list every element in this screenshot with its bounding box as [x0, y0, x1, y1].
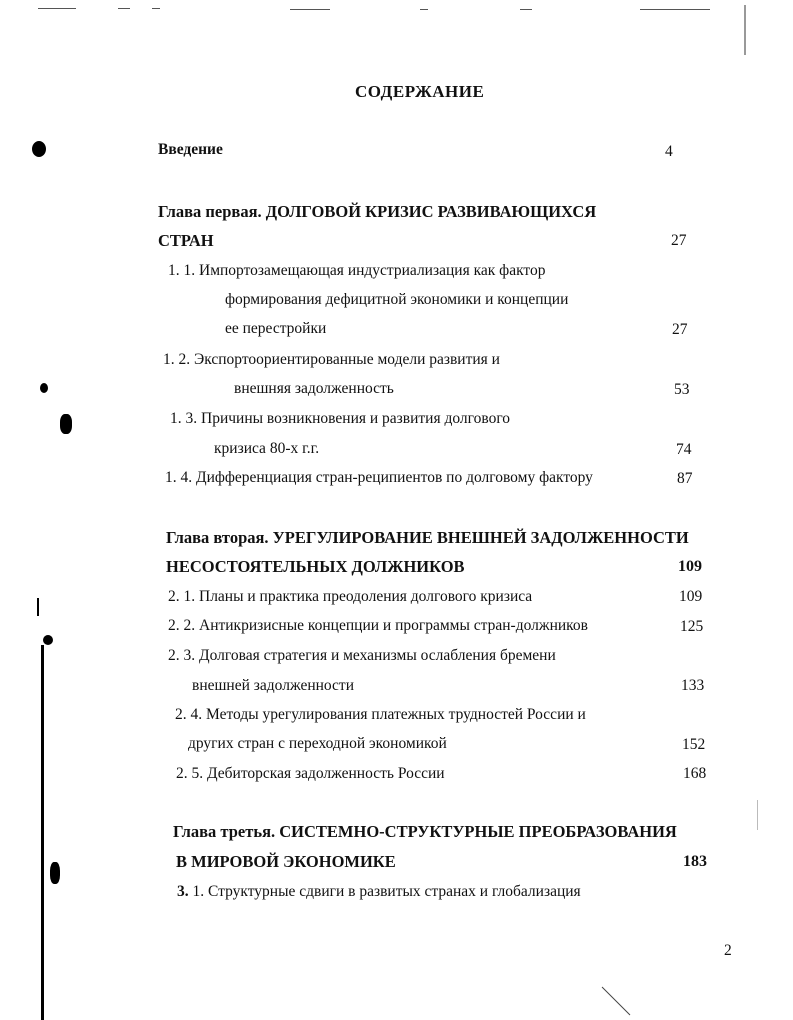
scan-artifact-blot — [50, 862, 60, 884]
toc-chapter1-heading-line2: СТРАН — [158, 231, 214, 250]
toc-chapter2-heading-line2: НЕСОСТОЯТЕЛЬНЫХ ДОЛЖНИКОВ — [166, 557, 465, 576]
toc-section-3-1-text: 1. Структурные сдвиги в развитых странах и глобализация — [188, 883, 581, 900]
scan-artifact-left-line — [37, 598, 39, 616]
toc-chapter3-heading-line1: Глава третья. СИСТЕМНО-СТРУКТУРНЫЕ ПРЕОБРАЗОВАНИЯ — [173, 822, 677, 841]
scan-artifact-right-line — [744, 5, 746, 55]
toc-section-2-2-page: 125 — [680, 618, 704, 635]
toc-section-1-4: 1. 4. Дифференциация стран-реципиентов по долговому фактору — [165, 469, 593, 486]
toc-section-1-2-line2: внешняя задолженность — [234, 380, 394, 397]
toc-section-3-1 — [177, 883, 581, 901]
toc-section-2-5: 2. 5. Дебиторская задолженность России — [176, 765, 445, 782]
toc-section-2-2: 2. 2. Антикризисные концепции и программы стран-должников — [168, 617, 588, 634]
scan-artifact-diagonal — [600, 985, 640, 1020]
toc-section-1-2-line1: 1. 2. Экспортоориентированные модели развития и — [163, 351, 500, 368]
scan-artifact-blot — [43, 635, 53, 645]
toc-section-1-3-line2: кризиса 80-х г.г. — [214, 440, 320, 457]
toc-chapter2-heading-line1: Глава вторая. УРЕГУЛИРОВАНИЕ ВНЕШНЕЙ ЗАДОЛЖЕННОСТИ — [166, 528, 689, 547]
toc-section-1-1-line3: ее перестройки — [225, 320, 327, 337]
toc-chapter3-page: 183 — [683, 853, 707, 870]
toc-section-2-1: 2. 1. Планы и практика преодоления долгового кризиса — [168, 588, 533, 605]
toc-chapter1-heading-line1: Глава первая. ДОЛГОВОЙ КРИЗИС РАЗВИВАЮЩИХСЯ — [158, 202, 597, 221]
scan-artifact-left-line — [41, 645, 44, 1020]
toc-section-1-3-page: 74 — [676, 441, 692, 458]
toc-chapter3-heading-line2: В МИРОВОЙ ЭКОНОМИКЕ — [176, 852, 396, 871]
toc-section-1-4-page: 87 — [677, 470, 693, 487]
toc-section-1-1-line1: 1. 1. Импортозамещающая индустриализация как фактор — [168, 262, 546, 279]
toc-section-2-3-line1: 2. 3. Долговая стратегия и механизмы ослабления бремени — [168, 647, 556, 664]
toc-section-2-5-page: 168 — [683, 765, 707, 782]
toc-section-1-1-page: 27 — [672, 321, 688, 338]
toc-chapter1-page: 27 — [671, 232, 687, 249]
scan-artifact-blot — [40, 383, 48, 393]
toc-section-2-1-page: 109 — [679, 588, 703, 605]
toc-chapter2-page: 109 — [678, 558, 702, 575]
toc-section-2-4-page: 152 — [682, 736, 706, 753]
scan-artifact-blot — [32, 141, 46, 157]
scan-artifact-blot — [60, 414, 72, 434]
toc-intro-page: 4 — [665, 143, 673, 160]
toc-section-3-1-number: 3. — [177, 883, 189, 900]
toc-section-1-1-line2: формирования дефицитной экономики и концепции — [225, 291, 569, 308]
scan-artifact-right-line — [757, 800, 758, 830]
toc-section-2-4-line2: других стран с переходной экономикой — [188, 735, 447, 752]
toc-section-2-3-line2: внешней задолженности — [192, 677, 355, 694]
toc-intro-label: Введение — [158, 141, 223, 158]
page-title: СОДЕРЖАНИЕ — [355, 82, 485, 101]
page-number: 2 — [724, 942, 732, 959]
toc-section-1-2-page: 53 — [674, 381, 690, 398]
toc-section-1-3-line1: 1. 3. Причины возникновения и развития долгового — [170, 410, 511, 427]
toc-section-2-3-page: 133 — [681, 677, 705, 694]
toc-section-2-4-line1: 2. 4. Методы урегулирования платежных трудностей России и — [175, 706, 586, 723]
